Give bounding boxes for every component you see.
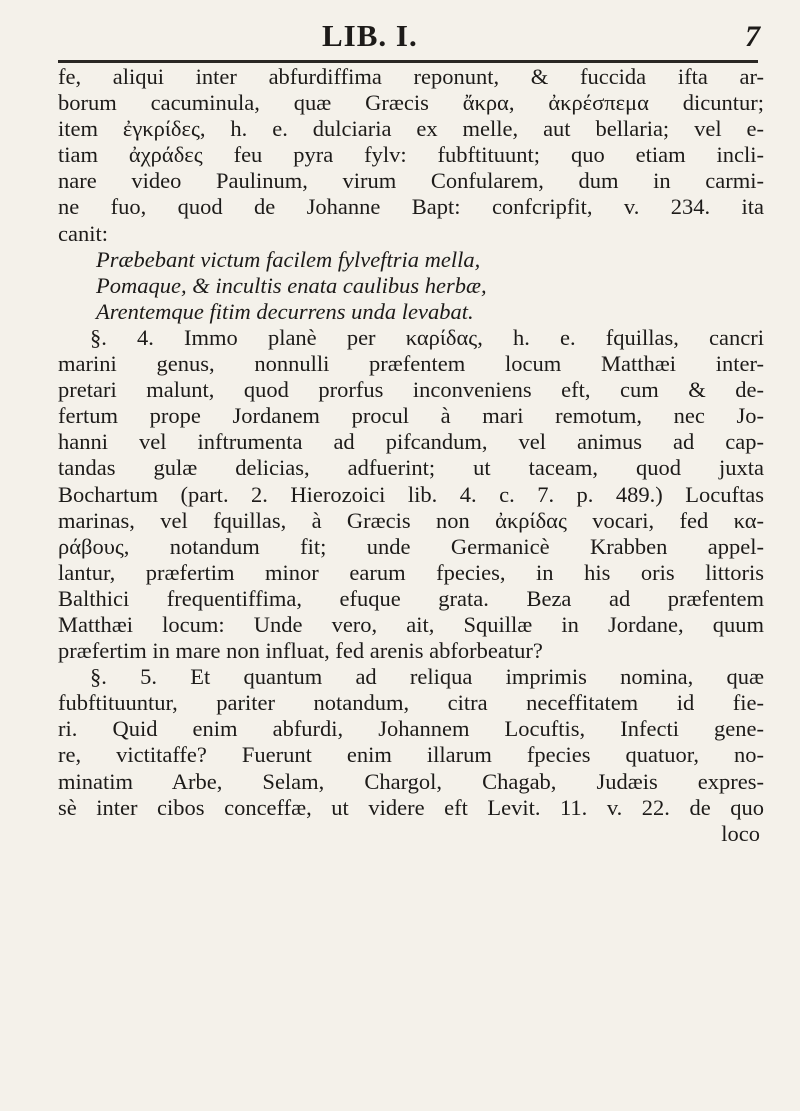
text-line: præfertim in mare non influat, fed arenis abforbeatur? xyxy=(58,638,543,664)
text-line: fubftituuntur, pariter notandum, citra neceffitatem id fie- xyxy=(58,690,764,716)
text-line: fertum prope Jordanem procul à mari remotum, nec Jo- xyxy=(58,403,764,429)
text-line: Matthæi locum: Unde vero, ait, Squillæ in Jordane, quum xyxy=(58,611,764,637)
verse-line: Arentemque fitim decurrens unda levabat. xyxy=(96,298,474,324)
page-header xyxy=(60,18,760,58)
text-line: nare video Paulinum, virum Confularem, dum in carmi- xyxy=(58,168,764,194)
text-line: §. 5. Et quantum ad reliqua imprimis nomina, quæ xyxy=(90,664,764,690)
text-line: hanni vel inftrumenta ad pifcandum, vel animus ad cap- xyxy=(58,429,764,455)
text-line: ράβους, notandum fit; unde Germanicè Krabben appel- xyxy=(58,533,764,559)
text-line: fe, aliqui inter abfurdiffima reponunt, & fuccida ifta ar- xyxy=(58,64,764,89)
verse-line: Præbebant victum facilem fylveftria mella, xyxy=(96,246,481,272)
text-line: minatim Arbe, Selam, Chargol, Chagab, Judæis expres- xyxy=(58,768,764,794)
header-rule xyxy=(58,60,758,63)
text-line: ri. Quid enim abfurdi, Johannem Locuftis, Infecti gene- xyxy=(58,716,764,742)
text-line: sè inter cibos conceffæ, ut videre eft Levit. 11. v. 22. de quo xyxy=(58,794,764,820)
text-line: re, victitaffe? Fuerunt enim illarum fpecies quatuor, no- xyxy=(58,742,764,768)
page-number: 7 xyxy=(745,20,760,53)
text-line: lantur, præfertim minor earum fpecies, in his oris littoris xyxy=(58,559,764,585)
text-line: marini genus, nonnulli præfentem locum Matthæi inter- xyxy=(58,351,764,377)
running-head: LIB. I. xyxy=(322,18,418,53)
text-line: tiam ἀχράδες feu pyra fylv: fubftituunt; quo etiam incli- xyxy=(58,142,764,168)
text-line: item ἐγκρίδες, h. e. dulciaria ex melle, aut bellaria; vel e- xyxy=(58,116,764,142)
text-line: Bochartum (part. 2. Hierozoici lib. 4. c. 7. p. 489.) Locuftas xyxy=(58,481,764,507)
text-line: borum cacuminula, quæ Græcis ἄκρα, ἀκρέσπεμα dicuntur; xyxy=(58,90,764,116)
text-line: Balthici frequentiffima, efuque grata. Beza ad præfentem xyxy=(58,585,764,611)
text-line: pretari malunt, quod prorfus inconveniens eft, cum & de- xyxy=(58,377,764,403)
text-line: canit: xyxy=(58,220,108,246)
text-line: ne fuo, quod de Johanne Bapt: confcripfit, v. 234. ita xyxy=(58,194,764,220)
text-line: tandas gulæ delicias, adfuerint; ut taceam, quod juxta xyxy=(58,455,764,481)
text-line: marinas, vel fquillas, à Græcis non ἀκρίδας vocari, fed κα- xyxy=(58,507,764,533)
body-text xyxy=(58,64,764,847)
text-line: §. 4. Immo planè per καρίδας, h. e. fquillas, cancri xyxy=(90,324,764,350)
catchword: loco xyxy=(721,820,760,846)
verse-line: Pomaque, & incultis enata caulibus herbæ, xyxy=(96,272,487,298)
